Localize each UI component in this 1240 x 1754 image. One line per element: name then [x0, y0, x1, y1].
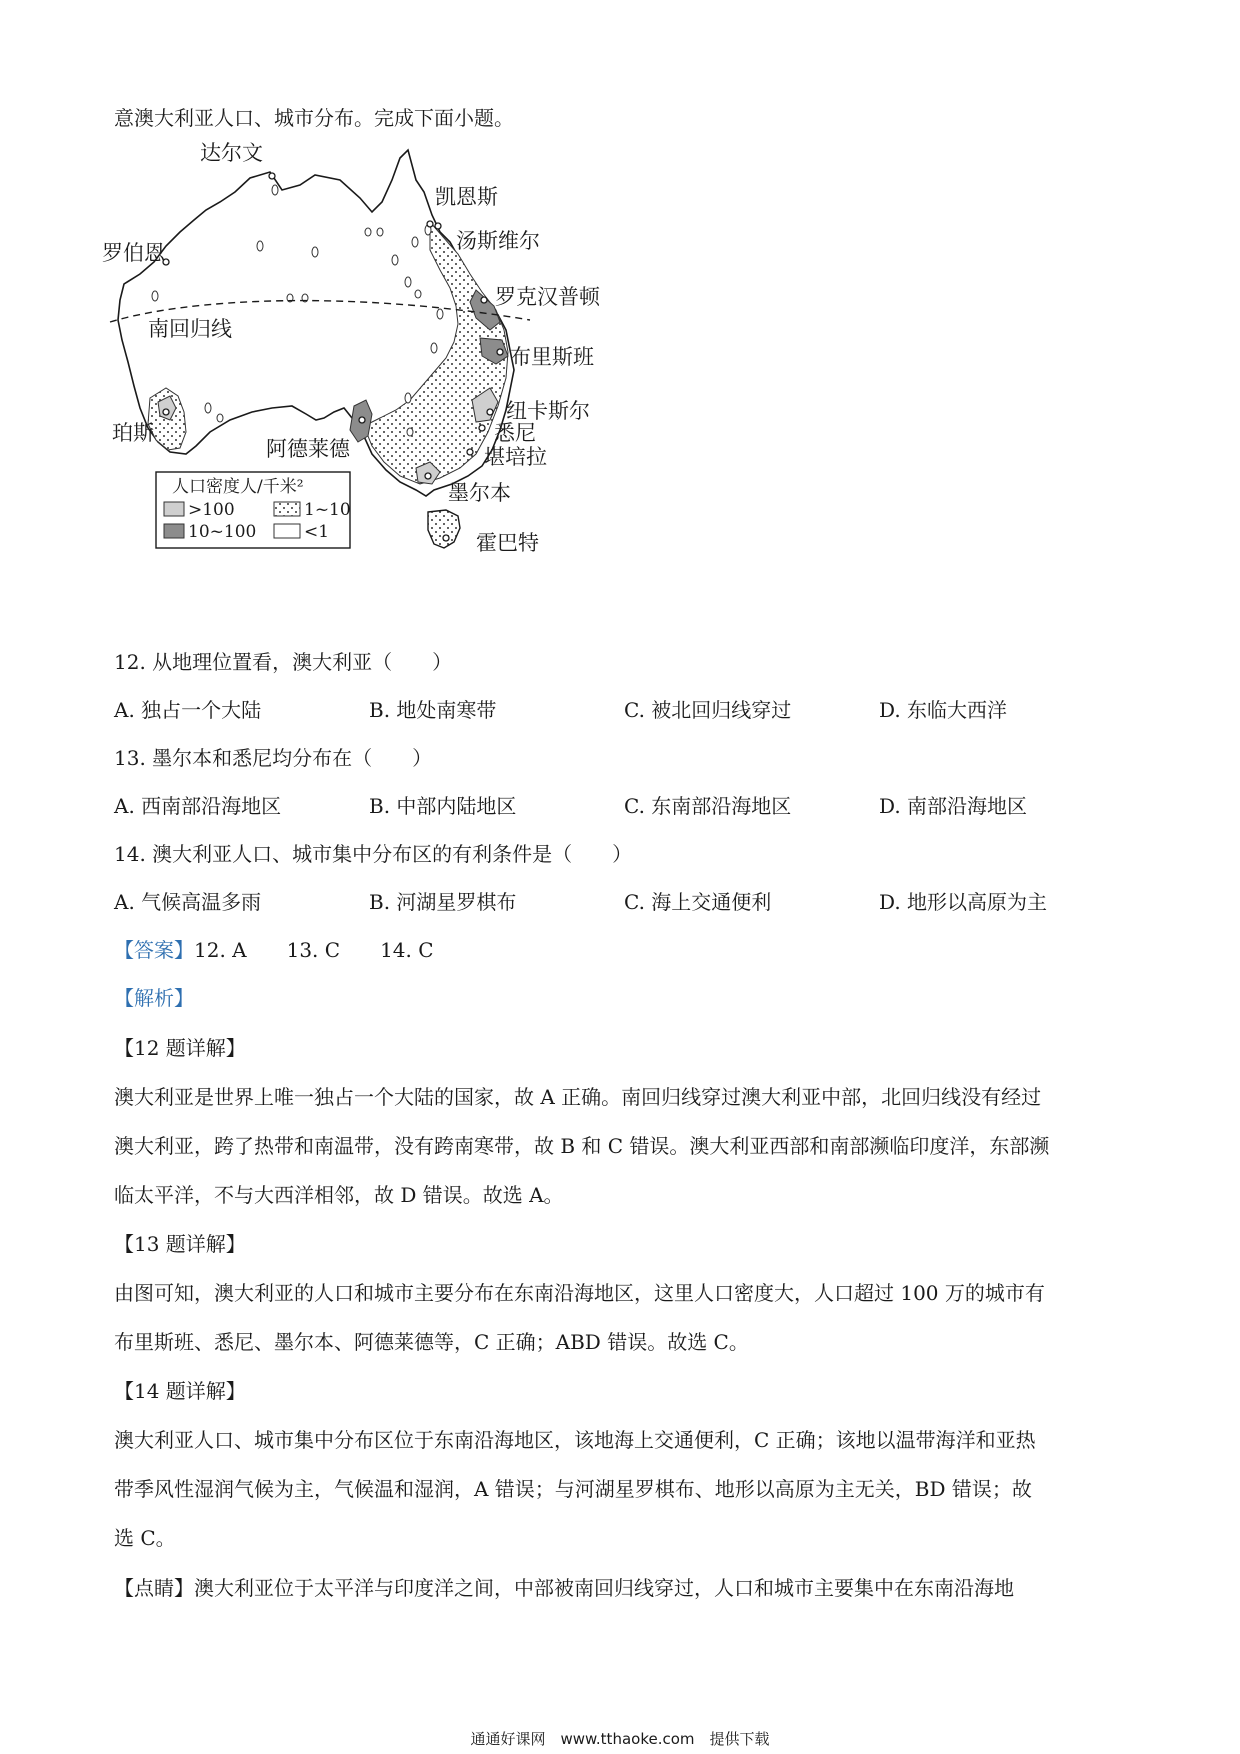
- label-townsville: 汤斯维尔: [456, 229, 540, 253]
- comment-line: [114, 1576, 1014, 1600]
- legend-label-1-10: 1~10: [304, 500, 351, 520]
- q13-option-d: D. 南部沿海地区: [879, 794, 1028, 818]
- label-brisbane: 布里斯班: [510, 345, 594, 369]
- answer-text: 12. A 13. C 14. C: [194, 938, 434, 962]
- answer-line: [114, 938, 434, 962]
- tasmania-outline: [428, 510, 460, 548]
- label-newcastle: 纽卡斯尔: [506, 399, 590, 423]
- q12-option-b: B. 地处南寒带: [369, 698, 497, 722]
- detail-13-line-1: 由图可知，澳大利亚的人口和城市主要分布在东南沿海地区，这里人口密度大，人口超过 100 万的城市有: [114, 1281, 1045, 1305]
- legend-title: 人口密度人/千米²: [172, 477, 304, 497]
- detail-12-line-3: 临太平洋，不与大西洋相邻，故 D 错误。故选 A。: [114, 1183, 564, 1207]
- legend-swatch-under-1: [274, 524, 300, 538]
- detail-12-title: 【12 题详解】: [114, 1036, 246, 1060]
- legend-label-10-100: 10~100: [188, 522, 257, 542]
- question-13-stem: 13. 墨尔本和悉尼均分布在（ ）: [114, 746, 433, 770]
- legend-swatch-10-100: [164, 524, 184, 538]
- q13-option-c: C. 东南部沿海地区: [624, 794, 792, 818]
- detail-14-line-3: 选 C。: [114, 1526, 176, 1550]
- label-canberra: 堪培拉: [484, 445, 547, 469]
- q14-option-a: A. 气候高温多雨: [114, 890, 262, 914]
- detail-14-line-2: 带季风性湿润气候为主，气候温和湿润，A 错误；与河湖星罗棋布、地形以高原为主无关，BD 错误；故: [114, 1477, 1032, 1501]
- comment-label: 【点睛】: [114, 1576, 194, 1600]
- q13-option-b: B. 中部内陆地区: [369, 794, 517, 818]
- label-hobart: 霍巴特: [476, 531, 539, 555]
- map-legend: [156, 472, 351, 548]
- answer-label: 【答案】: [114, 938, 194, 962]
- label-broome: 罗伯恩: [102, 241, 165, 265]
- label-melbourne: 墨尔本: [448, 481, 511, 505]
- comment-text: 澳大利亚位于太平洋与印度洋之间，中部被南回归线穿过，人口和城市主要集中在东南沿海地: [194, 1576, 1014, 1600]
- label-perth: 珀斯: [112, 421, 154, 445]
- q13-option-a: A. 西南部沿海地区: [114, 794, 282, 818]
- intro-text: 意澳大利亚人口、城市分布。完成下面小题。: [114, 106, 514, 130]
- label-darwin: 达尔文: [200, 141, 263, 165]
- label-adelaide: 阿德莱德: [266, 437, 350, 461]
- analysis-label: 【解析】: [114, 986, 194, 1010]
- q14-option-d: D. 地形以高原为主: [879, 890, 1048, 914]
- q12-option-d: D. 东临大西洋: [879, 698, 1008, 722]
- label-sydney: 悉尼: [494, 421, 536, 445]
- legend-swatch-1-10: [274, 502, 300, 516]
- q12-option-c: C. 被北回归线穿过: [624, 698, 792, 722]
- q12-option-a: A. 独占一个大陆: [114, 698, 262, 722]
- detail-14-line-1: 澳大利亚人口、城市集中分布区位于东南沿海地区，该地海上交通便利，C 正确；该地以温带海洋和亚热: [114, 1428, 1036, 1452]
- detail-13-title: 【13 题详解】: [114, 1232, 246, 1256]
- legend-swatch-100-plus: [164, 502, 184, 516]
- label-tropic: 南回归线: [148, 317, 232, 341]
- q14-option-b: B. 河湖星罗棋布: [369, 890, 517, 914]
- legend-label-100-plus: >100: [188, 500, 235, 520]
- legend-label-under-1: <1: [304, 522, 330, 542]
- label-rockhampton: 罗克汉普顿: [495, 285, 600, 309]
- footer-text: 通通好课网 www.tthaoke.com 提供下载: [470, 1730, 770, 1748]
- detail-13-line-2: 布里斯班、悉尼、墨尔本、阿德莱德等，C 正确；ABD 错误。故选 C。: [114, 1330, 749, 1354]
- detail-14-title: 【14 题详解】: [114, 1379, 246, 1403]
- australia-population-map: [102, 141, 710, 620]
- detail-12-line-1: 澳大利亚是世界上唯一独占一个大陆的国家，故 A 正确。南回归线穿过澳大利亚中部，北回归线没有经过: [114, 1085, 1042, 1109]
- detail-12-line-2: 澳大利亚，跨了热带和南温带，没有跨南寒带，故 B 和 C 错误。澳大利亚西部和南部濒临印度洋，东部濒: [114, 1134, 1050, 1158]
- question-12-stem: 12. 从地理位置看，澳大利亚（ ）: [114, 650, 453, 674]
- q14-option-c: C. 海上交通便利: [624, 890, 772, 914]
- question-14-stem: 14. 澳大利亚人口、城市集中分布区的有利条件是（ ）: [114, 842, 633, 866]
- label-cairns: 凯恩斯: [435, 185, 498, 209]
